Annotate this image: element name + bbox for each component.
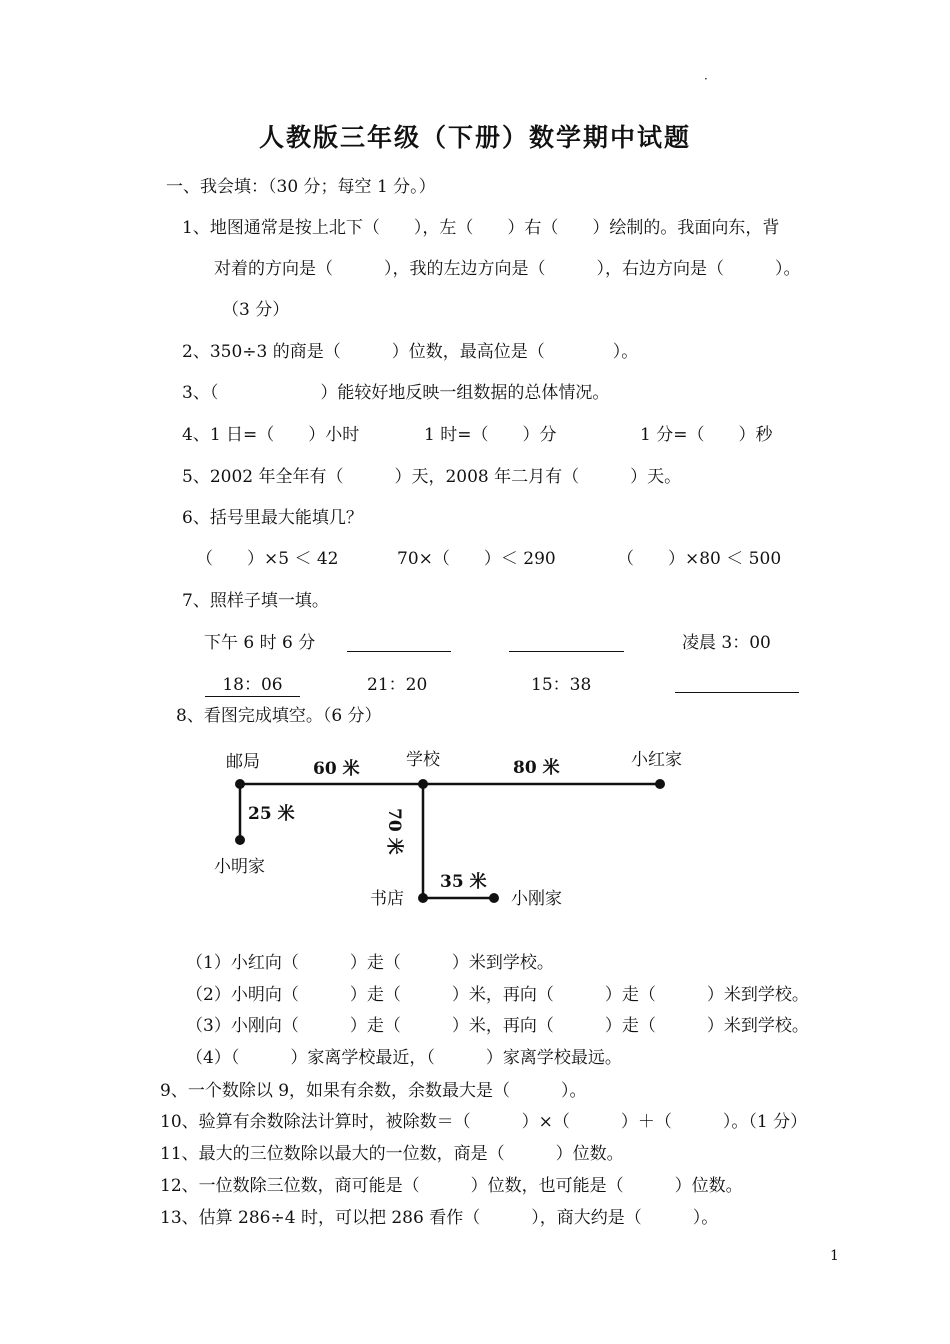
- page-title: 人教版三年级（下册）数学期中试题: [258, 123, 691, 152]
- page-number: 1: [830, 1248, 839, 1264]
- label-dist-school-bookstore: 70 米: [384, 808, 404, 855]
- xiaohong-point: [655, 779, 665, 789]
- xiaogang-point: [489, 893, 499, 903]
- question-3: 3、（ ）能较好地反映一组数据的总体情况。: [182, 383, 610, 403]
- route-map: [0, 730, 950, 930]
- question-8-sub-4: （4）（ ）家离学校最近，（ ）家离学校最远。: [186, 1048, 622, 1068]
- label-dist-bookstore-xiaogang: 35 米: [440, 872, 487, 892]
- question-9: 9、一个数除以 9，如果有余数，余数最大是（ ）。: [160, 1081, 587, 1101]
- question-12: 12、一位数除三位数，商可能是（ ）位数，也可能是（ ）位数。: [160, 1176, 743, 1196]
- question-7-blank-2: [509, 631, 624, 652]
- question-6-item-1: （ ）×5 ＜ 42: [196, 549, 339, 569]
- label-dist-school-xiaohong: 80 米: [513, 758, 560, 778]
- question-1-line-2: 对着的方向是（ ），我的左边方向是（ ），右边方向是（ ）。: [214, 259, 801, 279]
- label-dist-post-xiaoming: 25 米: [248, 804, 295, 824]
- label-post-office: 邮局: [226, 752, 260, 772]
- bookstore-point: [418, 893, 428, 903]
- label-xiaoming-home: 小明家: [214, 857, 265, 877]
- question-8-sub-1: （1）小红向（ ）走（ ）米到学校。: [186, 953, 554, 973]
- question-7-row-1-time: 凌晨 3：00: [682, 633, 771, 653]
- question-13: 13、估算 286÷4 时，可以把 286 看作（ ），商大约是（ ）。: [160, 1208, 719, 1228]
- label-xiaohong-home: 小红家: [631, 750, 682, 770]
- label-bookstore: 书店: [370, 889, 404, 909]
- section-1-heading: 一、我会填：（30 分；每空 1 分。）: [166, 177, 436, 197]
- question-7-row-1-example: 下午 6 时 6 分: [204, 633, 316, 653]
- school-point: [418, 779, 428, 789]
- question-11: 11、最大的三位数除以最大的一位数，商是（ ）位数。: [160, 1144, 624, 1164]
- question-4-part-2: 1 时=（ ）分: [424, 425, 557, 445]
- question-8-sub-2: （2）小明向（ ）走（ ）米，再向（ ）走（ ）米到学校。: [186, 985, 809, 1005]
- question-7-row-2-time-1: 21：20: [367, 675, 428, 695]
- xiaoming-point: [235, 835, 245, 845]
- question-4-part-1: 4、1 日=（ ）小时: [182, 425, 360, 445]
- question-4-part-3: 1 分=（ ）秒: [640, 425, 773, 445]
- post-office-point: [235, 779, 245, 789]
- question-7: 7、照样子填一填。: [182, 591, 329, 611]
- label-school: 学校: [406, 750, 440, 770]
- question-2: 2、350÷3 的商是（ ）位数，最高位是（ ）。: [182, 342, 639, 362]
- label-xiaogang-home: 小刚家: [511, 889, 562, 909]
- question-5: 5、2002 年全年有（ ）天，2008 年二月有（ ）天。: [182, 467, 682, 487]
- page-dot: ·: [704, 72, 708, 86]
- question-6: 6、括号里最大能填几？: [182, 508, 363, 528]
- label-dist-post-school: 60 米: [313, 759, 360, 779]
- question-10: 10、验算有余数除法计算时，被除数＝（ ）×（ ）＋（ ）。（1 分）: [160, 1112, 808, 1132]
- question-8-sub-3: （3）小刚向（ ）走（ ）米，再向（ ）走（ ）米到学校。: [186, 1016, 809, 1036]
- question-7-example-answer: 18：06: [205, 674, 300, 697]
- question-6-item-3: （ ）×80 ＜ 500: [617, 549, 782, 569]
- question-7-blank-1: [347, 631, 451, 652]
- question-1-line-3: （3 分）: [222, 300, 290, 320]
- question-7-row-2-time-2: 15：38: [531, 675, 592, 695]
- question-8: 8、看图完成填空。（6 分）: [176, 706, 382, 726]
- question-7-blank-3: [675, 672, 799, 693]
- question-6-item-2: 70×（ ）＜ 290: [397, 549, 556, 569]
- question-1-line-1: 1、地图通常是按上北下（ ），左（ ）右（ ）绘制的。我面向东，背: [182, 218, 780, 238]
